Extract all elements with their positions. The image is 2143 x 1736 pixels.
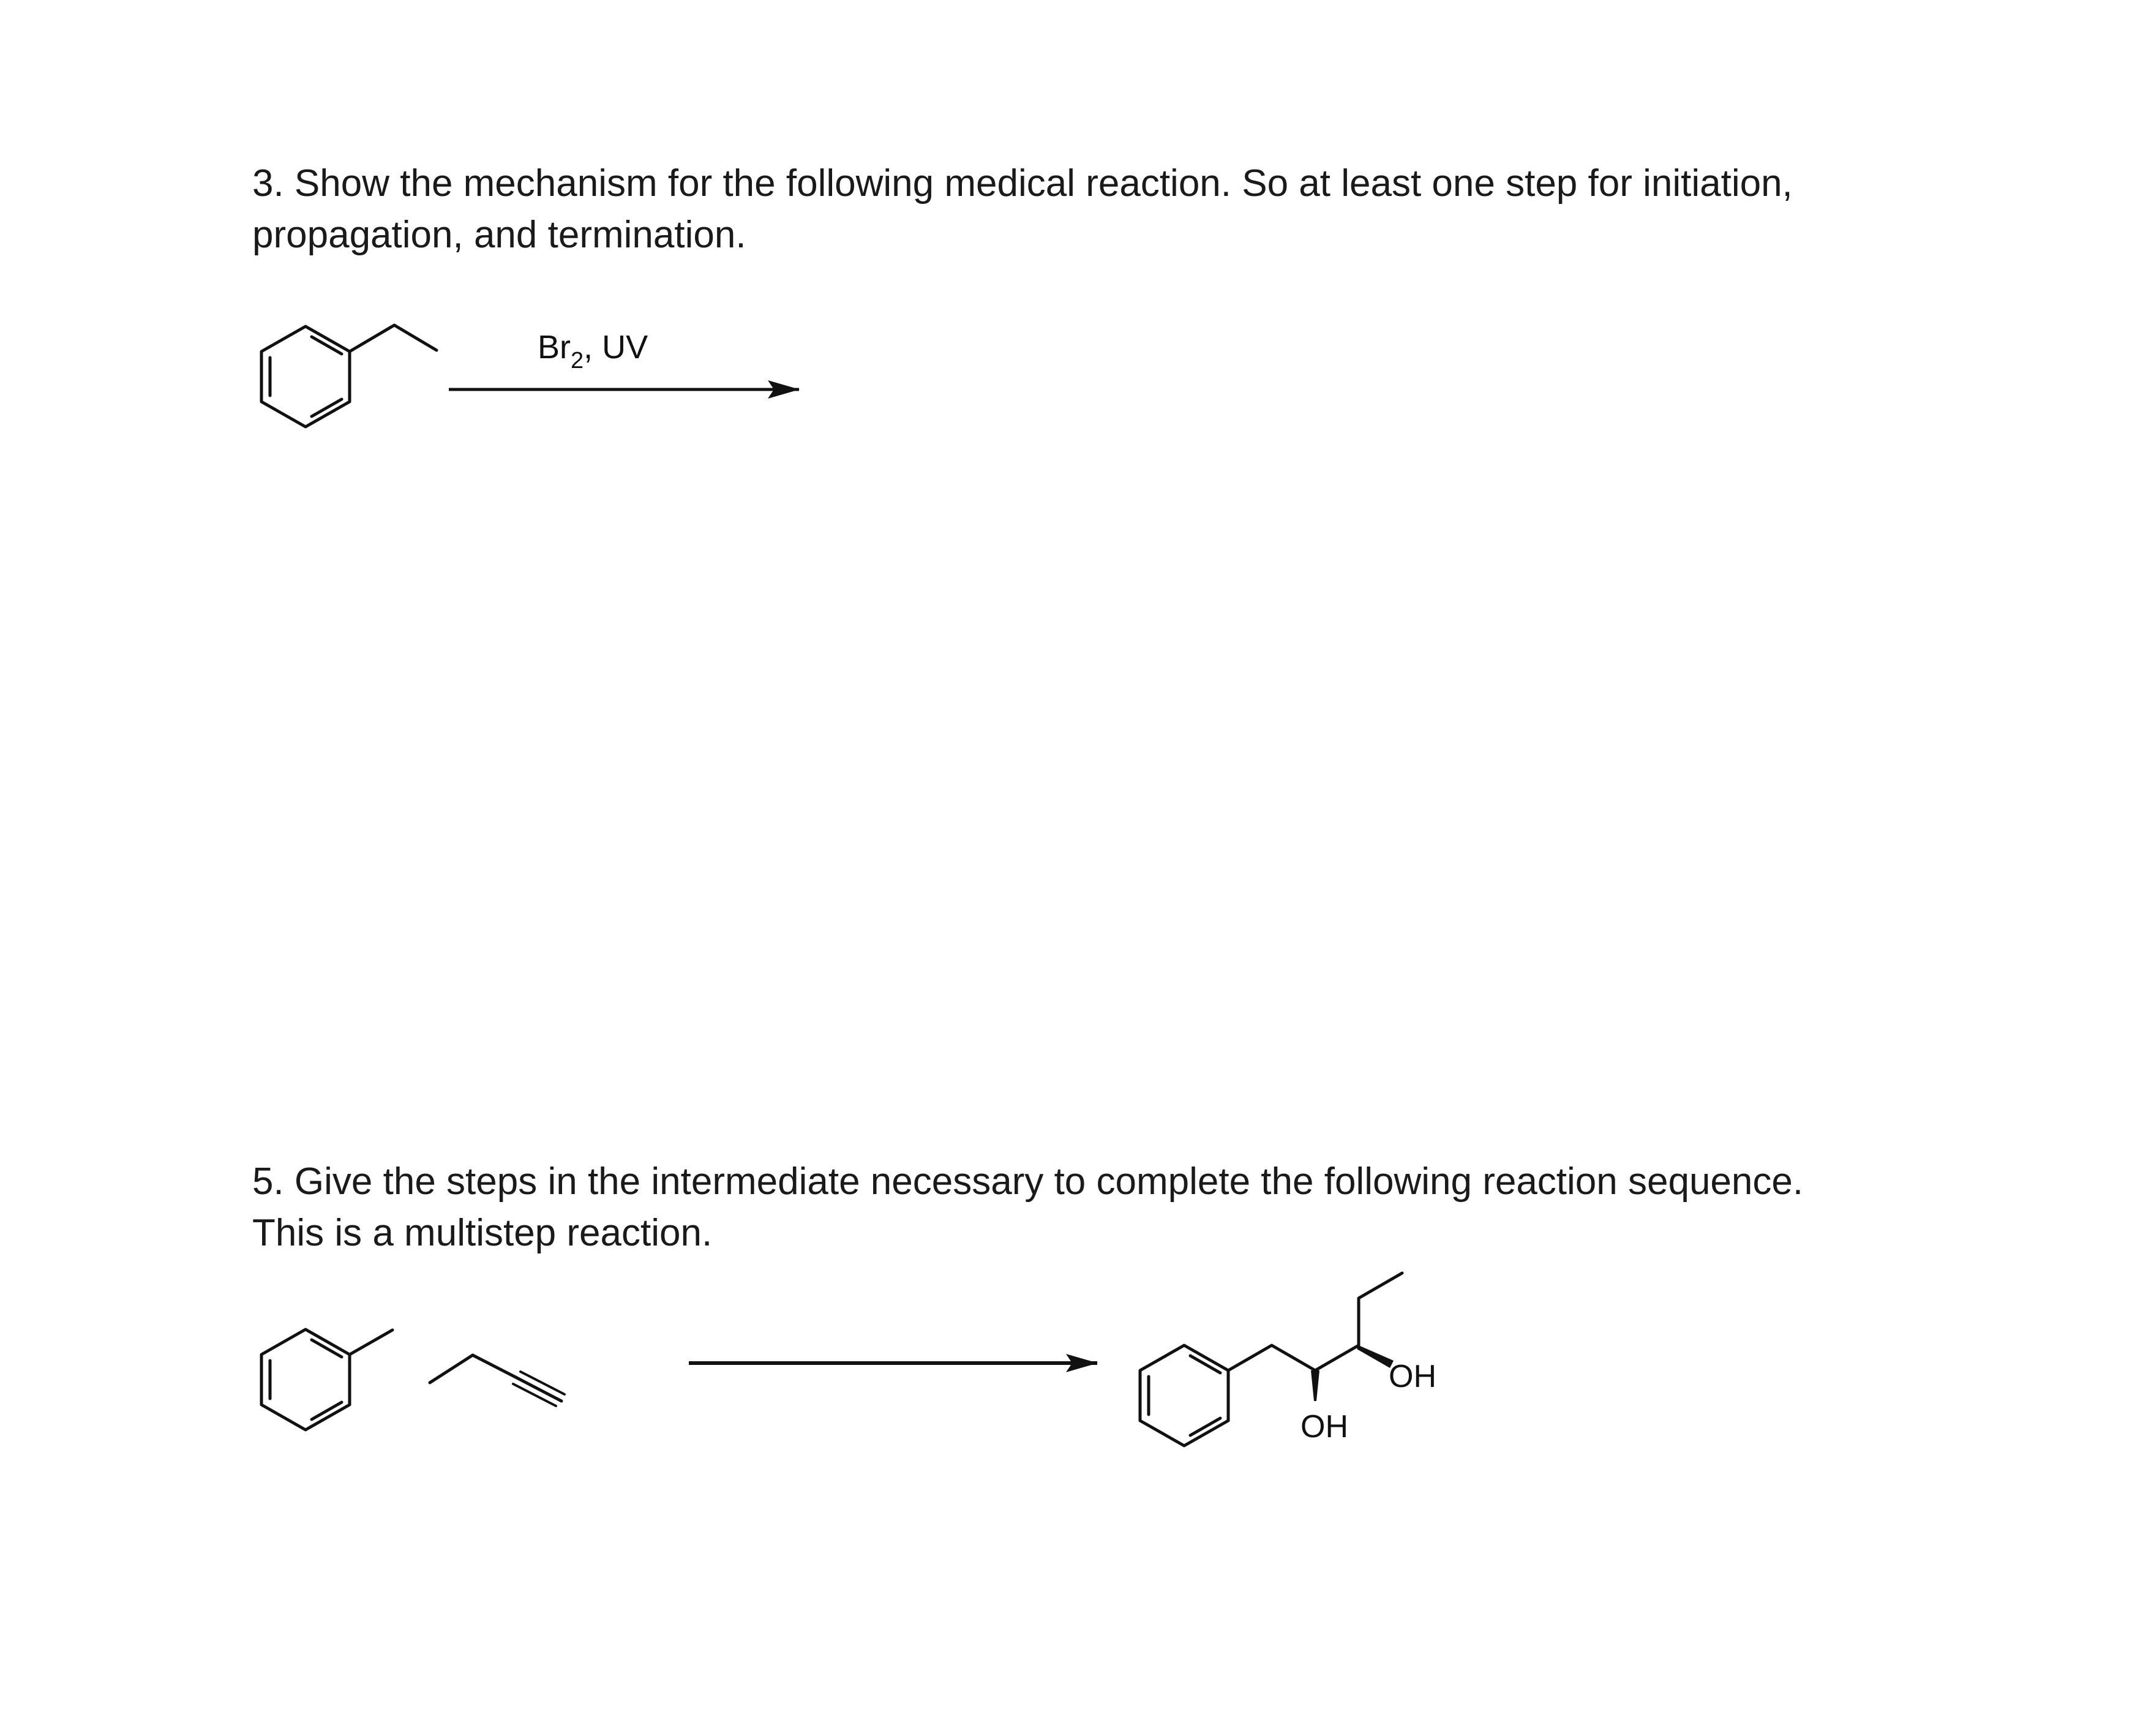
question-3-line-1: 3. Show the mechanism for the following medical reaction. So at least one step for initiation,: [252, 162, 1793, 205]
wedge-bond-lower-oh: [1311, 1370, 1319, 1401]
question-5-line-2: This is a multistep reaction.: [252, 1212, 713, 1254]
q3-reactant-ethylbenzene: [261, 325, 437, 427]
oh-label-right: OH: [1389, 1359, 1436, 1394]
wedge-bond-upper-oh: [1357, 1345, 1394, 1368]
q5-product-diol: [1140, 1273, 1402, 1446]
benzene-ring: [1140, 1345, 1228, 1446]
q3-reagent-label: $Br_2$, UV: [538, 329, 648, 374]
oh-label-bottom: OH: [1300, 1409, 1348, 1445]
q5-reactant-toluene: [261, 1329, 392, 1430]
benzene-ring: [261, 326, 350, 427]
ethyl-chain: [350, 325, 437, 351]
question-3-line-2: propagation, and termination.: [252, 214, 746, 256]
methyl-group: [350, 1330, 392, 1355]
question-5-line-1: 5. Give the steps in the intermediate necessary to complete the following reaction sequence.: [252, 1160, 1804, 1203]
chain-bond: [430, 1355, 473, 1383]
q5-reactant-butyne: [430, 1355, 565, 1406]
chain-bond: [473, 1355, 517, 1378]
benzene-ring: [261, 1329, 350, 1430]
